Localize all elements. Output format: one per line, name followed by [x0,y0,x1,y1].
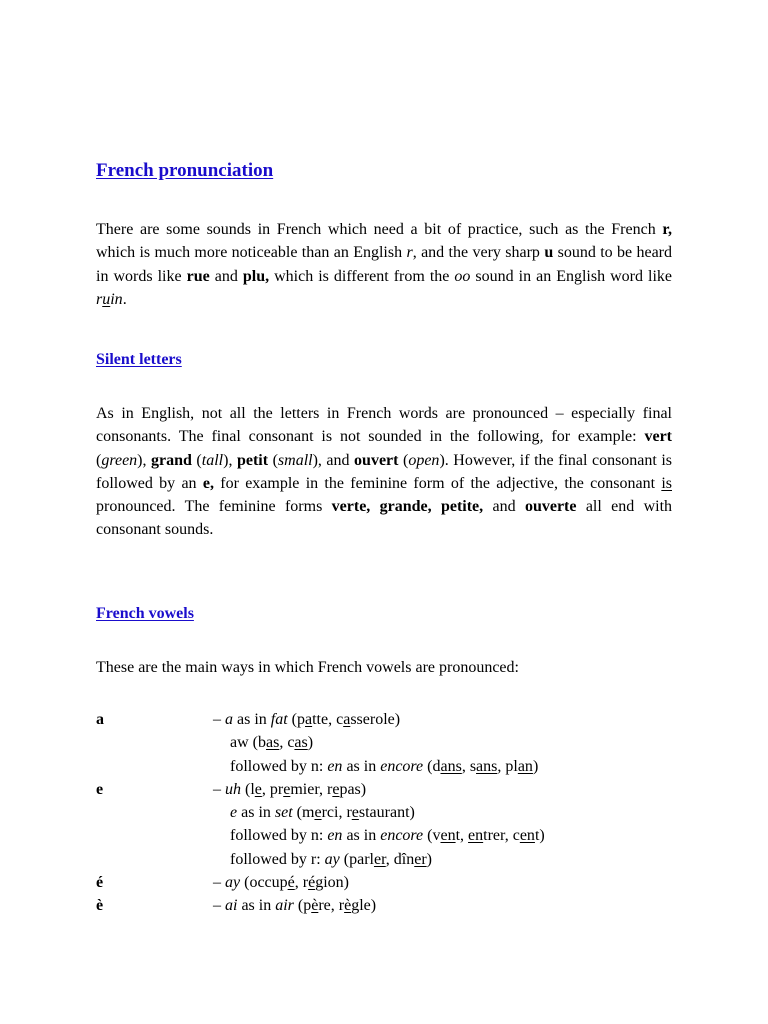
text: – [213,711,225,728]
vowel-row-a-3 [96,755,672,778]
vowel-rule [230,755,538,778]
vowel-rule [230,824,545,847]
vowel-row-a [96,708,672,731]
underlined-letter: ans [440,757,462,775]
text: ), and [312,451,355,469]
bold-term: vert [644,428,672,446]
text: rci, r [321,804,352,822]
vowel-rule [213,778,366,801]
silent-letters-paragraph [96,402,672,542]
text: ), [223,451,237,469]
section-heading-french-vowels[interactable]: French vowels [96,605,194,622]
vowel-row-e-grave [96,894,672,917]
vowel-rule [213,708,400,731]
underlined-letter: e [332,780,340,798]
vowel-rule [213,871,349,894]
text: ) [532,757,539,775]
italic-term: green [101,451,138,469]
vowel-row-e-acute [96,871,672,894]
vowel-rule [213,894,376,917]
underlined-letter: a [343,711,351,728]
bold-term: verte, grande, petite, [331,498,484,516]
italic-term [96,291,123,308]
text: followed by n: [230,827,328,845]
bold-term: u [544,244,554,262]
vowel-list [96,708,672,918]
italic-term: ay [225,874,241,892]
vowel-letter: è [96,897,104,915]
text: , dîn [385,850,415,868]
underlined-letter: er [373,850,386,868]
italic-term: a [225,711,233,728]
bold-term: petit [236,451,269,469]
text: ). However, if the final consonant is followed by an [96,451,673,492]
underlined-term: is [661,474,672,492]
text: (d [423,757,441,775]
text: in [110,290,123,308]
text: There are some sounds in French which need a bit of practice, such as the French [96,221,663,238]
bold-term: rue [186,267,210,285]
italic-term: ay [324,850,340,868]
italic-term: tall [201,451,224,469]
italic-term: air [275,897,294,915]
text: as in [237,804,275,822]
text: ) [307,734,314,752]
intro-paragraph [96,218,672,311]
text: pas) [339,780,367,798]
text: , pl [497,757,518,775]
text: and [483,498,525,516]
text: (m [292,804,315,822]
text: as in [342,757,381,775]
vowel-row-e-3 [96,824,672,847]
bold-term: ouvert [354,451,399,469]
underlined-letter: e [351,804,359,822]
text: aw (b [230,734,266,752]
underlined-letter: ans [476,757,498,775]
text: As in English, not all the letters in French words are pronounced – especially final consonants. The final consonant is not sounded in the following, for example: [96,405,672,446]
text: sound in an English word like [470,267,673,285]
underlined-letter: as [294,734,308,752]
vowel-letter: e [96,780,104,798]
text: (l [241,780,255,798]
italic-term: en [327,827,343,845]
text: (p [287,711,305,728]
bold-term: grand [151,451,192,469]
italic-term: small [277,451,313,469]
underlined-letter: en [440,827,456,845]
italic-term: e [230,804,238,822]
text: as in [237,897,276,915]
underlined-letter: an [517,757,533,775]
text: , s [461,757,477,775]
text: r [96,290,103,308]
text: sound to be heard in words like [96,244,673,285]
text: which is much more noticeable than an English [96,244,407,262]
bold-term: ouverte [524,498,577,516]
text: – [213,874,225,892]
underlined-letter: é [287,874,295,892]
text: gle) [351,897,377,915]
italic-term: encore [380,757,424,775]
underlined-letter: er [414,850,427,868]
italic-term: fat [270,711,288,728]
text: sserole) [350,711,401,728]
text: ), [137,451,152,469]
text: gion) [315,874,349,892]
vowel-rule [230,801,415,824]
text: – [213,897,225,915]
text: , and the very sharp [412,244,545,262]
text: re, r [318,897,345,915]
text: . [122,290,127,308]
underlined-letter: e [283,780,291,798]
vowel-row-e-2 [96,801,672,824]
vowel-row-e-4 [96,848,672,871]
text: followed by n: [230,757,328,775]
italic-term: ai [225,897,238,915]
text: all end with consonant sounds. [96,498,673,539]
text: ( [268,451,278,469]
italic-term: encore [380,827,424,845]
underlined-letter: e [254,780,262,798]
italic-term: uh [225,780,241,798]
text: followed by r: [230,850,325,868]
text: ) [426,850,432,868]
underlined-letter: e [314,804,322,822]
underlined-letter: as [265,734,280,752]
text: – [213,780,225,798]
vowel-letter: a [96,711,104,728]
text: (v [423,827,441,845]
section-heading-silent-letters[interactable]: Silent letters [96,351,182,368]
text: for example in the feminine form of the adjective, the consonant [213,474,662,492]
vowel-row-a-2 [96,731,672,754]
underlined-letter: en [468,827,484,845]
text: (parl [339,850,374,868]
text: ( [398,451,409,469]
text: ( [191,451,202,469]
text: t, [455,827,469,845]
text: (occup [240,874,288,892]
text: tte, c [312,711,344,728]
page-title[interactable]: French pronunciation [96,160,274,181]
text: as in [233,711,271,728]
text: pronounced. The feminine forms [96,498,332,516]
italic-term: r [406,244,413,262]
text: mier, r [290,780,333,798]
bold-term: plu, [242,267,270,285]
text: t) [534,827,545,845]
underlined-letter: è [311,897,319,915]
vowel-row-e [96,778,672,801]
text: , r [294,874,309,892]
italic-term: set [274,804,293,822]
underlined-letter: è [344,897,352,915]
vowel-rule [230,731,313,754]
text: which is different from the [269,267,455,285]
italic-term: oo [454,267,471,285]
italic-term: en [327,757,343,775]
text: as in [342,827,381,845]
vowel-rule [230,848,432,871]
underlined-letter: a [305,711,313,728]
text: , pr [261,780,284,798]
vowels-intro: These are the main ways in which French vowels are pronounced: [96,659,519,676]
bold-term: e, [202,474,214,492]
italic-term: open [408,451,440,469]
text: trer, c [483,827,520,845]
text: and [209,267,243,285]
text: ( [96,451,102,469]
text: (p [293,897,312,915]
underlined-letter: é [308,874,316,892]
vowel-letter: é [96,874,104,892]
text: staurant) [358,804,415,822]
text: , c [279,734,295,752]
underlined-letter: en [519,827,535,845]
underlined-letter: u [102,290,111,308]
bold-term: r, [662,221,672,238]
